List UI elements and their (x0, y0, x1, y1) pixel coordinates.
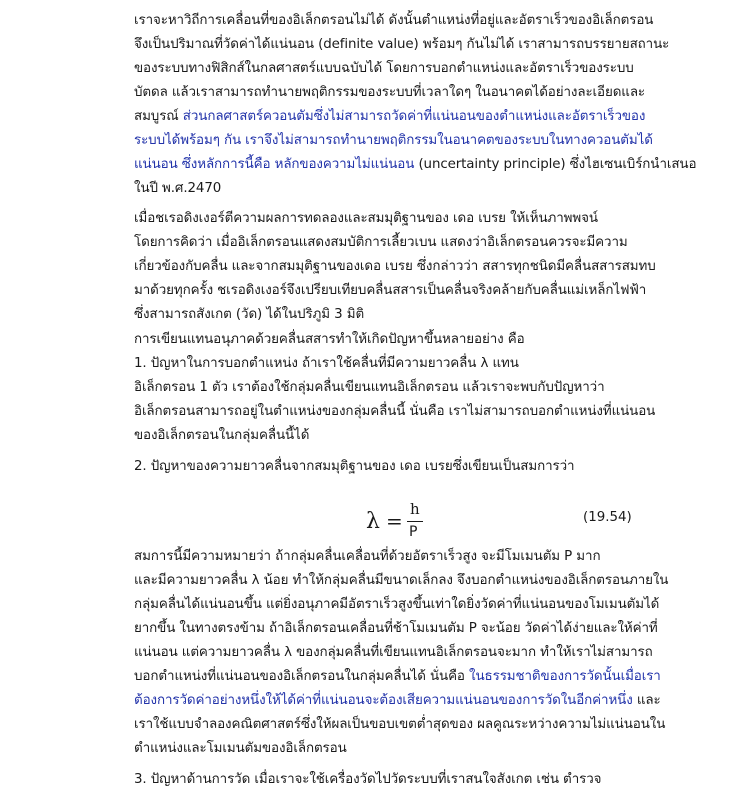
text-segment: (uncertainty principle) ซึ่งไฮเซนเบิร์กนำเสนอ (414, 157, 697, 172)
equation-19-54 (0, 500, 750, 550)
text-line (134, 12, 664, 30)
text-line (134, 716, 664, 734)
text-line (134, 282, 664, 300)
text-segment: โดยการคิดว่า เมื่ออิเล็กตรอนแสดงสมบัติการเลี้ยวเบน แสดงว่าอิเล็กตรอนควรจะมีความ (134, 235, 628, 250)
highlighted-text: ต้องการวัดค่าอย่างหนึ่งให้ได้ค่าที่แน่นอนจะต้องเสียความแน่นอนของการวัดในอีกค่าหนึ่ง (134, 693, 633, 708)
text-segment: เราใช้แบบจำลองคณิตศาสตร์ซึ่งให้ผลเป็นขอบเขตต่ำสุดของ ผลคูณระหว่างความไม่แน่นอนใน (134, 717, 666, 732)
text-segment: ในปี พ.ศ.2470 (134, 181, 222, 196)
text-segment: สมบูรณ์ (134, 109, 183, 124)
text-segment: ของระบบทางฟิสิกส์ในกลศาสตร์แบบฉบับได้ โดยการบอกตำแหน่งและอัตราเร็วของระบบ (134, 61, 634, 76)
text-line (134, 596, 664, 614)
text-line (134, 210, 664, 228)
text-segment: สมการนี้มีความหมายว่า ถ้ากลุ่มคลื่นเคลื่อนที่ด้วยอัตราเร็วสูง จะมีโมเมนตัม P มาก (134, 549, 601, 564)
text-segment: เราจะหาวิถีการเคลื่อนที่ของอิเล็กตรอนไม่ได้ ดังนั้นตำแหน่งที่อยู่และอัตราเร็วของอิเล็กตรอน (134, 13, 654, 28)
equation-numerator: h (410, 500, 420, 518)
text-segment: และมีความยาวคลื่น λ น้อย ทำให้กลุ่มคลื่นมีขนาดเล็กลง จึงบอกตำแหน่งของอิเล็กตรอนภายใน (134, 573, 669, 588)
equation-equals: = (386, 509, 403, 533)
text-line (134, 771, 664, 789)
text-line (134, 306, 664, 324)
text-segment: การเขียนแทนอนุภาคด้วยคลื่นสสารทำให้เกิดปัญหาขึ้นหลายอย่าง คือ (134, 332, 525, 347)
text-segment: เกี่ยวข้องกับคลื่น และจากสมมุติฐานของเดอ เบรย ซึ่งกล่าวว่า สสารทุกชนิดมีคลื่นสสารสมทบ (134, 259, 656, 274)
text-line (134, 180, 664, 198)
text-line (134, 620, 664, 638)
text-segment: ซึ่งสามารถสังเกต (วัด) ได้ในปริภูมิ 3 มิติ (134, 307, 365, 322)
text-line (134, 458, 664, 476)
text-segment: เมื่อชเรอดิงเงอร์ตีความผลการทดลองและสมมุติฐานของ เดอ เบรย ให้เห็นภาพพจน์ (134, 211, 598, 226)
text-line (134, 379, 664, 397)
text-line (134, 644, 664, 662)
text-line (134, 132, 664, 150)
text-segment: บัตดล แล้วเราสามารถทำนายพฤติกรรมของระบบที่เวลาใดๆ ในอนาคตได้อย่างละเอียดและ (134, 85, 646, 100)
equation-denominator: P (409, 524, 418, 540)
text-segment: ตำแหน่งและโมเมนตัมของอิเล็กตรอน (134, 741, 347, 756)
highlighted-text: ในธรรมชาติของการวัดนั้นเมื่อเรา (469, 669, 661, 684)
text-line (134, 692, 664, 710)
highlighted-text: แน่นอน ซึ่งหลักการนี้คือ หลักของความไม่แน่นอน (134, 157, 415, 172)
text-line (134, 403, 664, 421)
text-line (134, 572, 669, 590)
text-segment: 1. ปัญหาในการบอกตำแหน่ง ถ้าเราใช้คลื่นที่มีความยาวคลื่น λ แทน (134, 356, 519, 371)
text-line (134, 36, 670, 54)
text-segment: 3. ปัญหาด้านการวัด เมื่อเราจะใช้เครื่องวัดไปวัดระบบที่เราสนใจสังเกต เช่น ตำรวจ (134, 772, 602, 787)
text-line (134, 234, 664, 252)
text-segment: ของอิเล็กตรอนในกลุ่มคลื่นนี้ได้ (134, 428, 310, 443)
text-line (134, 331, 664, 349)
text-line (134, 355, 664, 373)
text-segment: กลุ่มคลื่นได้แน่นอนขึ้น แต่ยิ่งอนุภาคมีอัตราเร็วสูงขึ้นเท่าใดยิ่งวัดค่าที่แน่นอนของโมเมนตัมได้ (134, 597, 660, 612)
text-segment: อิเล็กตรอน 1 ตัว เราต้องใช้กลุ่มคลื่นเขียนแทนอิเล็กตรอน แล้วเราจะพบกับปัญหาว่า (134, 380, 605, 395)
text-segment: แน่นอน แต่ความยาวคลื่น λ ของกลุ่มคลื่นที่เขียนแทนอิเล็กตรอนจะมาก ทำให้เราไม่สามารถ (134, 645, 653, 660)
text-line (134, 258, 664, 276)
text-segment: ยากขึ้น ในทางตรงข้าม ถ้าอิเล็กตรอนเคลื่อนที่ช้าโมเมนตัม P จะน้อย วัดค่าได้ง่ายและให้ค่าที่ (134, 621, 658, 636)
text-segment: อิเล็กตรอนสามารถอยู่ในตำแหน่งของกลุ่มคลื่นนี้ นั่นคือ เราไม่สามารถบอกตำแหน่งที่แน่นอน (134, 404, 656, 419)
text-line (134, 740, 664, 758)
text-line (134, 156, 697, 174)
text-line (134, 60, 664, 78)
equation-number: (19.54) (583, 510, 632, 525)
fraction-bar (407, 521, 423, 522)
text-segment: จึงเป็นปริมาณที่วัดค่าได้แน่นอน (definite value) พร้อมๆ กันไม่ได้ เราสามารถบรรยายสถานะ (134, 37, 670, 52)
text-line (134, 427, 664, 445)
text-segment: มาด้วยทุกครั้ง ชเรอดิงเงอร์จึงเปรียบเทียบคลื่นสสารเป็นคลื่นจริงคล้ายกับคลื่นแม่เหล็กไฟฟ้า (134, 283, 647, 298)
text-segment: บอกตำแหน่งที่แน่นอนของอิเล็กตรอนในกลุ่มคลื่นได้ นั่นคือ (134, 669, 470, 684)
highlighted-text: ส่วนกลศาสตร์ควอนตัมซึ่งไม่สามารถวัดค่าที่แน่นอนของตำแหน่งและอัตราเร็วของ (182, 109, 646, 124)
text-line (134, 548, 664, 566)
text-line (134, 108, 664, 126)
text-line (134, 668, 664, 686)
highlighted-text: ระบบได้พร้อมๆ กัน เราจึงไม่สามารถทำนายพฤติกรรมในอนาคตของระบบในทางควอนตัมได้ (134, 133, 653, 148)
equation-lambda: λ (366, 509, 380, 534)
text-line (134, 84, 664, 102)
text-segment: 2. ปัญหาของความยาวคลื่นจากสมมุติฐานของ เดอ เบรยซึ่งเขียนเป็นสมการว่า (134, 459, 575, 474)
text-segment: และ (632, 693, 661, 708)
